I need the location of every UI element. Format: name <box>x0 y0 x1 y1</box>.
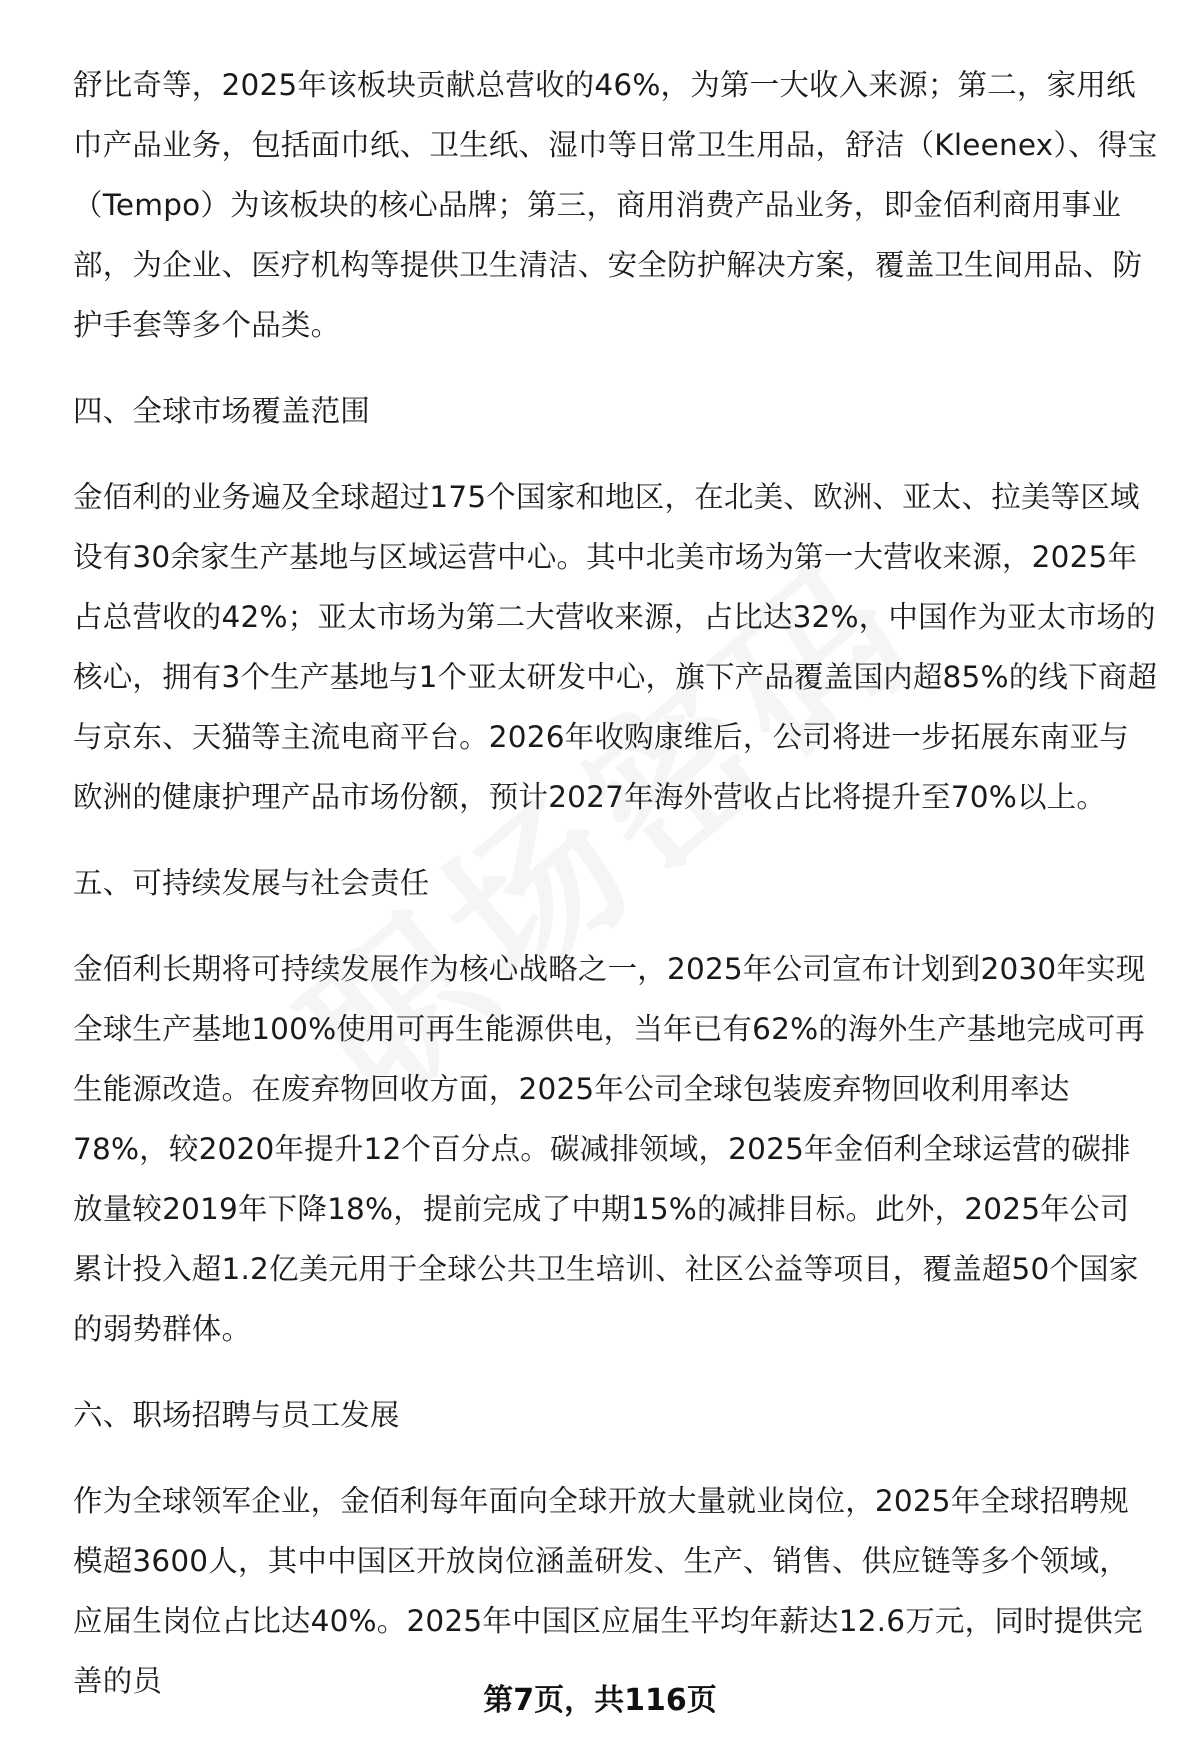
section-heading-recruitment: 六、职场招聘与员工发展 <box>73 1398 400 1432</box>
paragraph-recruitment: 作为全球领军企业，金佰利每年面向全球开放大量就业岗位，2025年全球招聘规模超3600人，其中中国区开放岗位涵盖研发、生产、销售、供应链等多个领域，应届生岗位占比达40%。2025年中国区应届生平均年薪达12.6万元，同时提供完善的员 <box>73 1484 1143 1698</box>
section-heading-global-market: 四、全球市场覆盖范围 <box>73 394 371 428</box>
page-number: 第7页，共116页 <box>483 1683 717 1718</box>
paragraph-business-segments: 舒比奇等，2025年该板块贡献总营收的46%，为第一大收入来源；第二，家用纸巾产品业务，包括面巾纸、卫生纸、湿巾等日常卫生用品，舒洁（Kleenex）、得宝（Tempo）为该板块的核心品牌；第三，商用消费产品业务，即金佰利商用事业部，为企业、医疗机构等提供卫生清洁、安全防护解决方案，覆盖卫生间用品、防护手套等多个品类。 <box>73 68 1158 342</box>
section-heading-sustainability: 五、可持续发展与社会责任 <box>73 866 430 900</box>
paragraph-sustainability: 金佰利长期将可持续发展作为核心战略之一，2025年公司宣布计划到2030年实现全球生产基地100%使用可再生能源供电，当年已有62%的海外生产基地完成可再生能源改造。在废弃物回收方面，2025年公司全球包装废弃物回收利用率达78%，较2020年提升12个百分点。碳减排领域，2025年金佰利全球运营的碳排放量较2019年下降18%，提前完成了中期15%的减排目标。此外，2025年公司累计投入超1.2亿美元用于全球公共卫生培训、社区公益等项目，覆盖超50个国家的弱势群体。 <box>73 952 1146 1346</box>
document-body <box>73 55 1158 1711</box>
paragraph-global-market: 金佰利的业务遍及全球超过175个国家和地区，在北美、欧洲、亚太、拉美等区域设有30余家生产基地与区域运营中心。其中北美市场为第一大营收来源，2025年占总营收的42%；亚太市场为第二大营收来源，占比达32%，中国作为亚太市场的核心，拥有3个生产基地与1个亚太研发中心，旗下产品覆盖国内超85%的线下商超与京东、天猫等主流电商平台。2026年收购康维后，公司将进一步拓展东南亚与欧洲的健康护理产品市场份额，预计2027年海外营收占比将提升至70%以上。 <box>73 480 1158 814</box>
